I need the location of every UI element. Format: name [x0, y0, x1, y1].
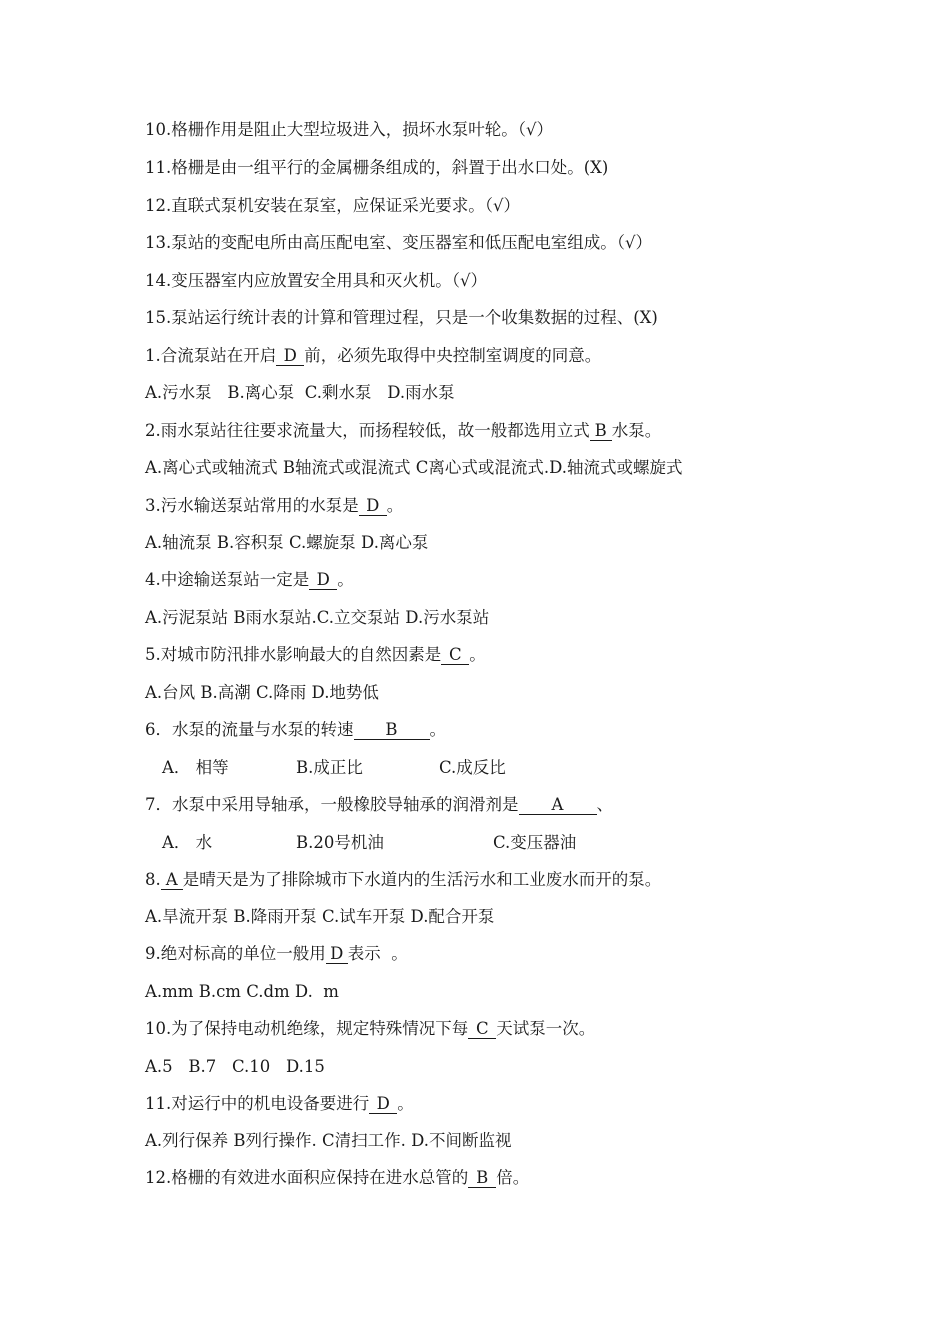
tf-item-11: 11.格栅是由一组平行的金属栅条组成的，斜置于出水口处。(X) [145, 158, 609, 177]
question-text: 2.雨水泵站往往要求流量大，而扬程较低，故一般都选用立式 [145, 421, 590, 440]
question-text: 5.对城市防汛排水影响最大的自然因素是 [145, 645, 442, 664]
options-6 [162, 757, 506, 779]
question-text: 11.对运行中的机电设备要进行 [145, 1094, 370, 1113]
options-11: A.列行保养 B列行操作. C清扫工作. D.不间断监视 [145, 1131, 512, 1150]
question-text: 。 [397, 1094, 414, 1113]
option-b: B.20号机油 [296, 833, 384, 852]
question-7 [145, 794, 613, 816]
question-5 [145, 644, 486, 666]
question-text: 6．水泵的流量与水泵的转速 [145, 720, 354, 739]
question-text: 12.格栅的有效进水面积应保持在进水总管的 [145, 1168, 469, 1187]
question-text: 。 [386, 496, 404, 515]
question-8 [145, 869, 661, 891]
answer-blank: B [468, 1168, 496, 1188]
option-c: C.变压器油 [493, 833, 577, 852]
options-9: A.mm B.cm C.dm D. m [145, 982, 339, 1001]
tf-item-10: 10.格栅作用是阻止大型垃圾进入，损坏水泵叶轮。（√） [145, 120, 554, 139]
answer-blank: A [519, 795, 597, 815]
answer-blank: A [161, 870, 183, 890]
answer-blank: D [276, 346, 304, 366]
answer-blank: B [590, 421, 612, 441]
options-1: A.污水泵 B.离心泵 C.剩水泵 D.雨水泵 [145, 383, 455, 402]
question-text: 。 [469, 645, 486, 664]
options-7 [162, 832, 576, 854]
tf-item-13: 13.泵站的变配电所由高压配电室、变压器室和低压配电室组成。（√） [145, 233, 653, 252]
question-text: 表示 。 [347, 944, 408, 963]
answer-blank: D [326, 944, 348, 964]
question-text: 。 [337, 570, 354, 589]
option-a: A． 水 [162, 833, 213, 852]
answer-blank: C [468, 1019, 496, 1039]
option-a: A． 相等 [162, 758, 229, 777]
option-b: B.成正比 [296, 758, 363, 777]
question-text: 水泵。 [611, 421, 662, 440]
answer-blank: D [359, 496, 387, 516]
question-text: 7．水泵中采用导轴承，一般橡胶导轴承的润滑剂是 [145, 795, 519, 814]
question-text: 是晴天是为了排除城市下水道内的生活污水和工业废水而开的泵。 [182, 870, 662, 889]
question-text: 、 [596, 795, 613, 814]
answer-blank: B [354, 720, 430, 740]
question-6 [145, 719, 446, 741]
answer-blank: D [369, 1094, 397, 1114]
question-text: 前，必须先取得中央控制室调度的同意。 [304, 346, 602, 365]
option-c: C.成反比 [439, 758, 506, 777]
question-text: 1.合流泵站在开启 [145, 346, 277, 365]
question-text: 4.中途输送泵站一定是 [145, 570, 310, 589]
question-text: 天试泵一次。 [496, 1019, 596, 1038]
options-4: A.污泥泵站 B雨水泵站.C.立交泵站 D.污水泵站 [145, 608, 490, 627]
options-8: A.旱流开泵 B.降雨开泵 C.试车开泵 D.配合开泵 [145, 907, 495, 926]
question-text: 8. [145, 870, 161, 889]
question-text: 9.绝对标高的单位一般用 [145, 944, 326, 963]
question-10 [145, 1018, 595, 1040]
tf-item-12: 12.直联式泵机安装在泵室，应保证采光要求。（√） [145, 196, 521, 215]
question-11 [145, 1093, 414, 1115]
answer-blank: D [309, 570, 337, 590]
options-5: A.台风 B.高潮 C.降雨 D.地势低 [145, 683, 379, 702]
options-10: A.5 B.7 C.10 D.15 [145, 1057, 325, 1076]
question-1 [145, 345, 601, 367]
question-text: 倍。 [496, 1168, 530, 1187]
question-text: 3.污水输送泵站常用的水泵是 [145, 496, 359, 515]
question-text: 10.为了保持电动机绝缘，规定特殊情况下每 [145, 1019, 469, 1038]
question-text: 。 [429, 720, 446, 739]
tf-item-14: 14.变压器室内应放置安全用具和灭火机。（√） [145, 271, 488, 290]
answer-blank: C [441, 645, 469, 665]
question-3 [145, 495, 403, 517]
options-3: A.轴流泵 B.容积泵 C.螺旋泵 D.离心泵 [145, 533, 429, 552]
tf-item-15: 15.泵站运行统计表的计算和管理过程，只是一个收集数据的过程、(X) [145, 308, 658, 327]
question-4 [145, 569, 354, 591]
options-2: A.离心式或轴流式 B轴流式或混流式 C离心式或混流式.D.轴流式或螺旋式 [145, 458, 683, 477]
question-9 [145, 943, 408, 965]
question-2 [145, 420, 661, 442]
question-12 [145, 1167, 529, 1189]
